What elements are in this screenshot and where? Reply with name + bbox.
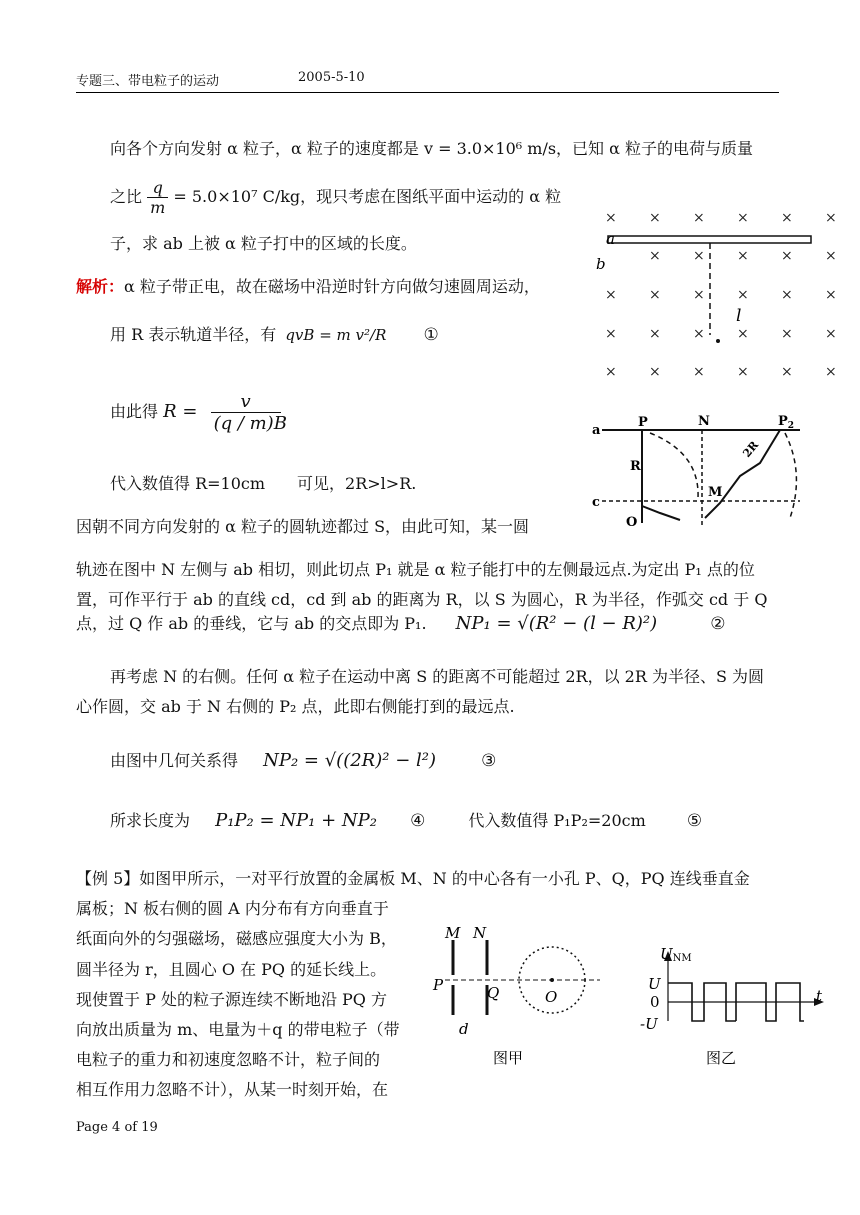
field-cross: × <box>693 326 705 342</box>
analysis-line <box>76 274 540 297</box>
fig2-label-P: P <box>638 415 648 430</box>
label-a: a <box>606 230 615 248</box>
fig2-label-c: c <box>592 495 600 510</box>
field-cross: × <box>825 364 837 380</box>
example5-line-3: 纸面向外的匀强磁场，磁感应强度大小为 B， <box>76 929 397 948</box>
field-cross: × <box>737 287 749 303</box>
yi-label-t: t <box>816 987 823 1005</box>
equation-2: NP₁ = √(R² − (l − R)²) <box>455 613 658 634</box>
fig2-label-2R: 2R <box>740 438 762 460</box>
jia-label-O: O <box>545 988 558 1006</box>
field-cross: × <box>649 326 661 342</box>
analysis-label: 解析： <box>76 277 125 296</box>
eq4-line <box>110 808 702 831</box>
label-l: l <box>736 306 742 326</box>
jia-label-Q: Q <box>487 984 500 1002</box>
field-cross: × <box>781 248 793 264</box>
yi-label-zero: 0 <box>650 993 660 1011</box>
yi-label-negU: -U <box>640 1015 658 1033</box>
para-line-3: 子，求 ab 上被 α 粒子打中的区域的长度。 <box>110 234 417 253</box>
field-cross: × <box>781 326 793 342</box>
para-line-12: 再考虑 N 的右侧。任何 α 粒子在运动中离 S 的距离不可能超过 2R，以 2R 为半径、S 为圆 <box>110 667 765 686</box>
example5-line-6: 向放出质量为 m、电量为＋q 的带电粒子（带 <box>76 1020 400 1039</box>
example5-line-2: 属板；N 板右侧的圆 A 内分布有方向垂直于 <box>76 899 389 918</box>
eq-R-text: 由此得 <box>110 402 159 421</box>
para-line-9: 轨迹在图中 N 左侧与 ab 相切，则此切点 P₁ 就是 α 粒子能打中的左侧最远点.为定出 P₁ 点的位 <box>76 560 755 579</box>
result-text: 代入数值得 P₁P₂=20cm <box>468 811 646 830</box>
header-date: 2005-5-10 <box>298 70 365 85</box>
example5-line-1: 【例 5】如图甲所示，一对平行放置的金属板 M、N 的中心各有一小孔 P、Q，PQ 连线垂直金 <box>76 869 750 888</box>
chord-line <box>642 506 680 520</box>
fig2-label-R: R <box>630 459 641 474</box>
field-cross: × <box>737 364 749 380</box>
equation-2-number: ② <box>710 614 726 634</box>
fig2-label-M: M <box>708 485 723 500</box>
figure-jia-caption: 图甲 <box>493 1049 524 1067</box>
example5-line-5: 现使置于 P 处的粒子源连续不断地沿 PQ 方 <box>76 990 387 1009</box>
header-rule <box>76 92 779 93</box>
field-cross: × <box>825 210 837 226</box>
ratio-prefix: 之比 <box>110 187 143 206</box>
eq4-text: 所求长度为 <box>110 811 191 830</box>
eq3-text: 由图中几何关系得 <box>110 751 239 770</box>
label-b: b <box>596 255 606 273</box>
equation-5-number: ⑤ <box>686 811 703 831</box>
para-line-10: 置，可作平行于 ab 的直线 cd，cd 到 ab 的距离为 R，以 S 为圆心，R 为半径，作弧交 cd 于 Q <box>76 590 768 609</box>
field-cross: × <box>737 326 749 342</box>
field-cross: × <box>649 364 661 380</box>
para-line-8: 因朝不同方向发射的 α 粒子的圆轨迹都过 S，由此可知，某一圆 <box>76 517 530 536</box>
eq2-line <box>76 611 726 634</box>
yi-wave-2 <box>704 983 726 1002</box>
example5-line-4: 圆半径为 r，且圆心 O 在 PQ 的延长线上。 <box>76 960 387 979</box>
field-cross: × <box>737 248 749 264</box>
circle-center-O <box>550 978 554 982</box>
field-cross: × <box>605 326 617 342</box>
yi-label-U: U <box>648 975 661 993</box>
field-cross: × <box>649 287 661 303</box>
field-cross: × <box>825 326 837 342</box>
equation-3-number: ③ <box>481 751 497 771</box>
fig2-label-a: a <box>592 423 601 438</box>
yi-wave-3 <box>726 1002 736 1021</box>
value-line: 代入数值得 R=10cm 可见，2R>l>R. <box>110 474 417 493</box>
equation-3: NP₂ = √((2R)² − l²) <box>263 750 436 771</box>
field-cross: × <box>737 210 749 226</box>
plate-ab <box>608 236 811 243</box>
analysis-text: α 粒子带正电，故在磁场中沿逆时针方向做匀速圆周运动， <box>124 277 540 296</box>
para-line-13: 心作圆，交 ab 于 N 右侧的 P₂ 点，此即右侧能打到的最远点. <box>76 697 515 716</box>
example5-line-8: 相互作用力忽略不计），从某一时刻开始，在 <box>76 1080 389 1099</box>
field-cross: × <box>781 287 793 303</box>
figure-jia <box>425 920 615 1070</box>
field-cross: × <box>605 210 617 226</box>
figure-yi-caption: 图乙 <box>706 1049 737 1067</box>
charge-mass-fraction: $\frac{q}{m}$ <box>147 178 168 217</box>
yi-label-UNM: UNM <box>660 945 692 964</box>
field-cross: × <box>605 287 617 303</box>
eq-R-line <box>110 391 287 434</box>
equation-4: P₁P₂ = NP₁ + NP₂ <box>215 810 377 831</box>
para-line-1: 向各个方向发射 α 粒子，α 粒子的速度都是 v = 3.0×10⁶ m/s，已知 α 粒子的电荷与质量 <box>110 139 754 158</box>
jia-label-P: P <box>433 976 444 994</box>
large-arc <box>785 433 796 518</box>
field-cross: × <box>693 287 705 303</box>
eq-R-left: R = <box>163 401 198 422</box>
eq1-line <box>110 322 439 345</box>
field-cross: × <box>825 287 837 303</box>
page-footer: Page 4 of 19 <box>76 1120 158 1135</box>
diameter-line <box>705 430 780 518</box>
example5-line-7: 电粒子的重力和初速度忽略不计，粒子间的 <box>76 1050 381 1069</box>
field-cross: × <box>649 248 661 264</box>
equation-1-number: ① <box>423 325 439 345</box>
field-cross: × <box>781 364 793 380</box>
tangent-arc <box>650 433 698 498</box>
field-cross: × <box>825 248 837 264</box>
trajectory-geometry-figure <box>590 408 810 526</box>
field-cross: × <box>693 210 705 226</box>
jia-label-N: N <box>473 924 487 942</box>
ratio-value: = 5.0×10⁷ C/kg，现只考虑在图纸平面中运动的 α 粒 <box>173 187 562 206</box>
fig2-label-P2: $P_2$ <box>778 414 795 431</box>
equation-4-number: ④ <box>410 811 426 831</box>
eq-R-fraction: $\frac{v}{(q / m)B}$ <box>211 391 281 434</box>
figure-yi <box>628 945 828 1070</box>
field-cross: × <box>605 364 617 380</box>
jia-label-M: M <box>445 924 461 942</box>
field-cross: × <box>693 364 705 380</box>
equation-1: qvB = m v²/R <box>285 326 387 344</box>
jia-label-d: d <box>459 1020 469 1038</box>
field-cross: × <box>693 248 705 264</box>
para-line-2 <box>110 178 561 217</box>
fig2-label-O: O <box>626 515 638 526</box>
eq3-line <box>110 748 496 771</box>
header-topic: 专题三、带电粒子的运动 <box>76 74 220 89</box>
magnetic-field-figure <box>590 195 845 385</box>
fig2-label-N: N <box>698 414 710 429</box>
field-cross: × <box>781 210 793 226</box>
eq1-text: 用 R 表示轨道半径，有 <box>110 325 277 344</box>
field-cross: × <box>649 210 661 226</box>
source-point-S <box>716 339 720 343</box>
eq2-text: 点，过 Q 作 ab 的垂线，它与 ab 的交点即为 P₁. <box>76 614 427 633</box>
